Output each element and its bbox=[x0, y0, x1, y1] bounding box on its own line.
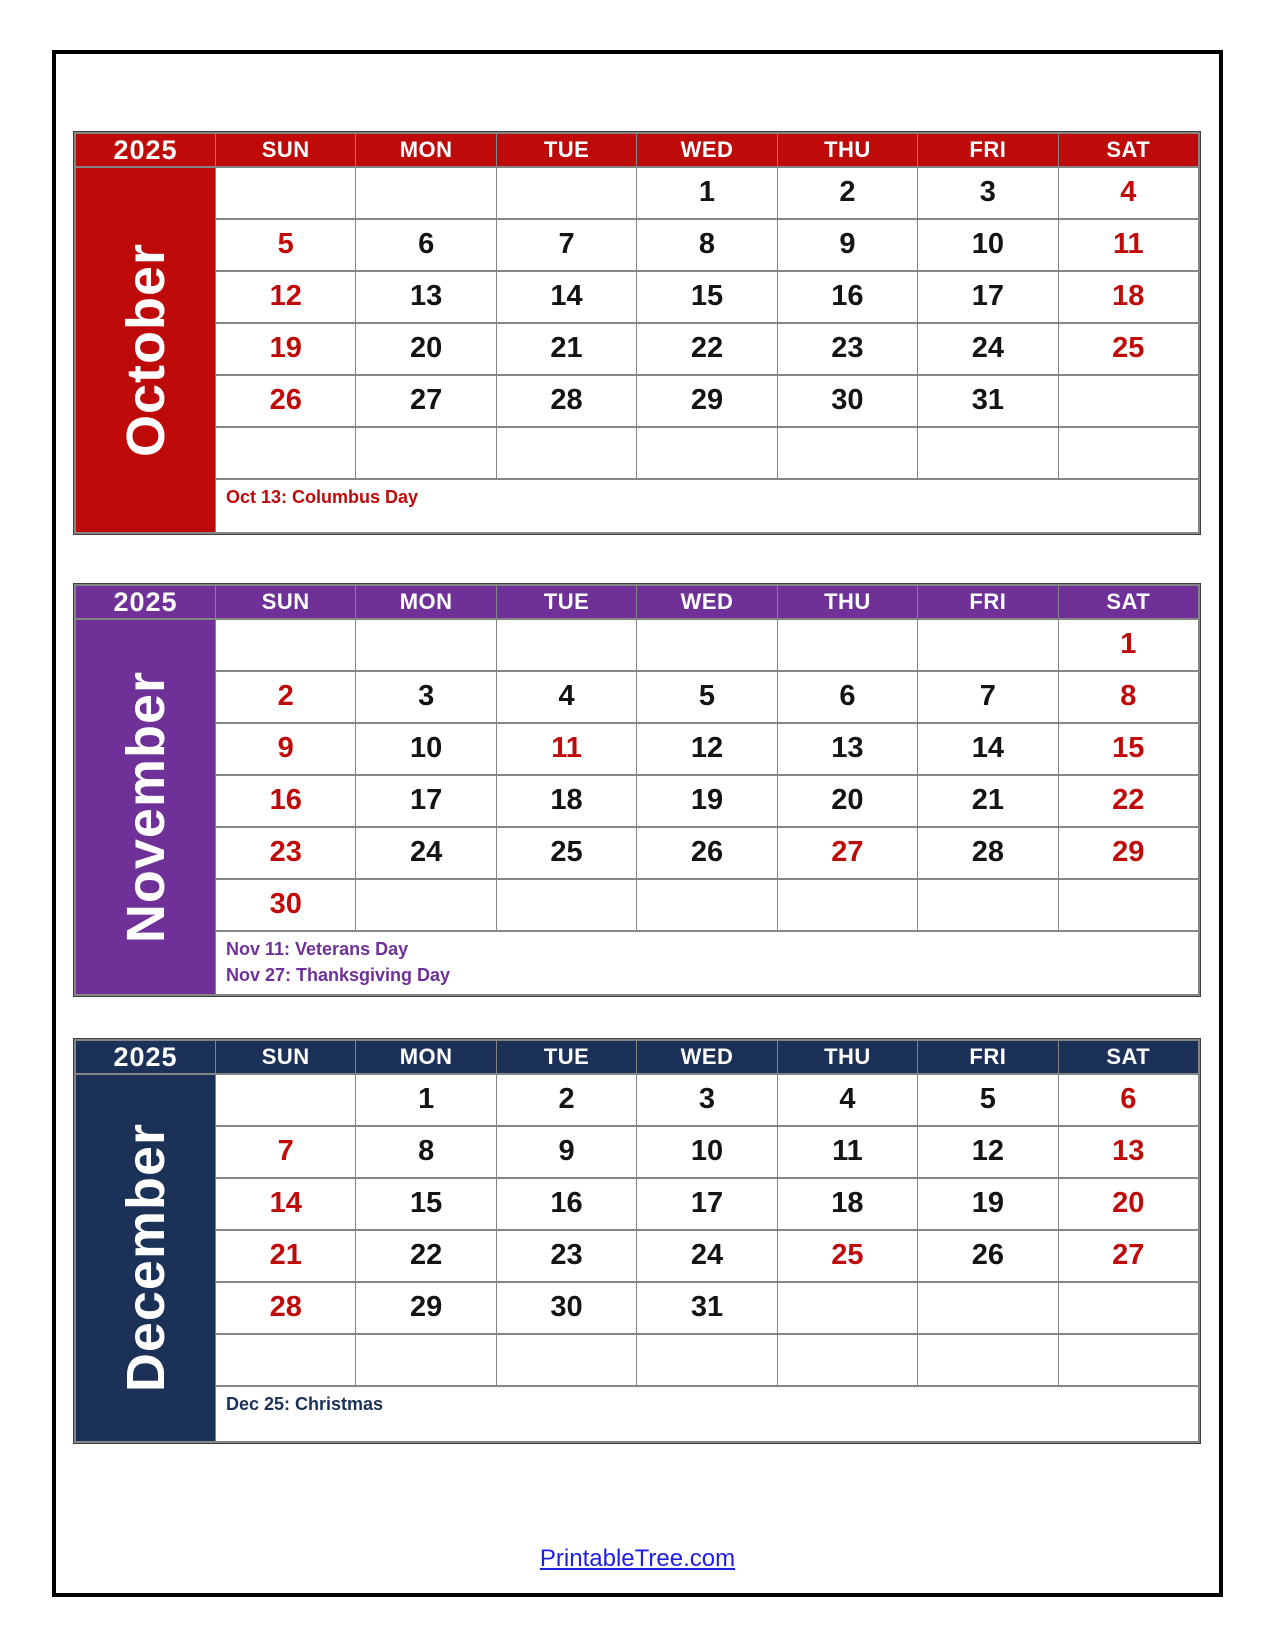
date-cell: 6 bbox=[356, 220, 495, 270]
weekday-header: FRI bbox=[918, 586, 1057, 618]
date-cell: 24 bbox=[637, 1231, 776, 1281]
weekday-header: WED bbox=[637, 586, 776, 618]
date-cell: 10 bbox=[356, 724, 495, 774]
date-cell bbox=[356, 1335, 495, 1385]
date-cell bbox=[216, 620, 355, 670]
holiday-notes bbox=[216, 932, 1198, 994]
weekday-header: TUE bbox=[497, 1041, 636, 1073]
month-december bbox=[73, 1038, 1201, 1444]
year-label: 2025 bbox=[76, 1041, 215, 1073]
date-cell: 31 bbox=[918, 376, 1057, 426]
date-cell bbox=[497, 428, 636, 478]
weekday-header: TUE bbox=[497, 586, 636, 618]
month-name-label: October bbox=[115, 242, 176, 458]
date-cell: 3 bbox=[918, 168, 1057, 218]
date-cell: 2 bbox=[778, 168, 917, 218]
date-cell: 8 bbox=[356, 1127, 495, 1177]
date-cell bbox=[1059, 376, 1198, 426]
date-cell: 8 bbox=[1059, 672, 1198, 722]
weekday-header: MON bbox=[356, 586, 495, 618]
date-cell bbox=[778, 1283, 917, 1333]
date-cell: 9 bbox=[497, 1127, 636, 1177]
month-october bbox=[73, 131, 1201, 535]
date-cell: 14 bbox=[918, 724, 1057, 774]
date-cell: 26 bbox=[637, 828, 776, 878]
date-cell: 27 bbox=[1059, 1231, 1198, 1281]
date-cell bbox=[637, 880, 776, 930]
holiday-note: Nov 27: Thanksgiving Day bbox=[226, 965, 451, 985]
date-cell bbox=[216, 1335, 355, 1385]
date-cell bbox=[1059, 880, 1198, 930]
date-cell bbox=[637, 428, 776, 478]
date-cell: 31 bbox=[637, 1283, 776, 1333]
weekday-header: SAT bbox=[1059, 134, 1198, 166]
weekday-header: THU bbox=[778, 1041, 917, 1073]
weekday-header: THU bbox=[778, 134, 917, 166]
holiday-note: Oct 13: Columbus Day bbox=[226, 487, 419, 507]
date-cell: 22 bbox=[1059, 776, 1198, 826]
date-cell: 12 bbox=[918, 1127, 1057, 1177]
date-cell: 21 bbox=[918, 776, 1057, 826]
date-cell: 23 bbox=[778, 324, 917, 374]
date-cell bbox=[918, 1283, 1057, 1333]
holiday-notes bbox=[216, 480, 1198, 532]
date-cell bbox=[216, 428, 355, 478]
date-cell: 14 bbox=[497, 272, 636, 322]
date-cell: 10 bbox=[918, 220, 1057, 270]
date-cell: 16 bbox=[497, 1179, 636, 1229]
date-cell bbox=[497, 168, 636, 218]
weekday-header: SUN bbox=[216, 586, 355, 618]
date-cell: 27 bbox=[778, 828, 917, 878]
date-cell: 26 bbox=[216, 376, 355, 426]
date-cell bbox=[356, 880, 495, 930]
date-cell: 1 bbox=[1059, 620, 1198, 670]
date-cell: 20 bbox=[778, 776, 917, 826]
date-cell: 26 bbox=[918, 1231, 1057, 1281]
date-cell: 5 bbox=[216, 220, 355, 270]
weekday-header: SAT bbox=[1059, 1041, 1198, 1073]
date-cell: 7 bbox=[497, 220, 636, 270]
printabletree-link[interactable]: PrintableTree.com bbox=[539, 1545, 736, 1572]
date-cell: 9 bbox=[216, 724, 355, 774]
date-cell: 22 bbox=[356, 1231, 495, 1281]
date-cell bbox=[356, 428, 495, 478]
date-cell: 7 bbox=[216, 1127, 355, 1177]
date-cell: 8 bbox=[637, 220, 776, 270]
date-cell: 22 bbox=[637, 324, 776, 374]
holiday-note: Dec 25: Christmas bbox=[226, 1394, 384, 1414]
month-november bbox=[73, 583, 1201, 997]
date-cell bbox=[356, 620, 495, 670]
date-cell bbox=[778, 428, 917, 478]
date-cell: 6 bbox=[1059, 1075, 1198, 1125]
date-cell: 2 bbox=[216, 672, 355, 722]
date-cell bbox=[216, 1075, 355, 1125]
date-cell bbox=[637, 1335, 776, 1385]
date-cell: 1 bbox=[637, 168, 776, 218]
month-sidebar bbox=[76, 620, 215, 994]
date-cell: 19 bbox=[637, 776, 776, 826]
date-cell bbox=[1059, 428, 1198, 478]
date-cell: 4 bbox=[778, 1075, 917, 1125]
date-cell: 15 bbox=[1059, 724, 1198, 774]
date-cell: 7 bbox=[918, 672, 1057, 722]
date-cell bbox=[497, 620, 636, 670]
weekday-header: SUN bbox=[216, 1041, 355, 1073]
weekday-header: SAT bbox=[1059, 586, 1198, 618]
weekday-header: THU bbox=[778, 586, 917, 618]
date-cell: 29 bbox=[1059, 828, 1198, 878]
date-cell: 28 bbox=[918, 828, 1057, 878]
date-cell bbox=[778, 620, 917, 670]
holiday-notes bbox=[216, 1387, 1198, 1441]
date-cell bbox=[216, 168, 355, 218]
date-cell bbox=[778, 1335, 917, 1385]
weekday-header: MON bbox=[356, 134, 495, 166]
date-cell bbox=[1059, 1335, 1198, 1385]
date-cell: 29 bbox=[637, 376, 776, 426]
date-cell: 30 bbox=[497, 1283, 636, 1333]
date-cell: 4 bbox=[497, 672, 636, 722]
date-cell: 25 bbox=[497, 828, 636, 878]
date-cell: 21 bbox=[497, 324, 636, 374]
weekday-header: SUN bbox=[216, 134, 355, 166]
date-cell: 15 bbox=[637, 272, 776, 322]
date-cell: 13 bbox=[356, 272, 495, 322]
date-cell: 20 bbox=[356, 324, 495, 374]
date-cell: 14 bbox=[216, 1179, 355, 1229]
date-cell: 28 bbox=[497, 376, 636, 426]
date-cell bbox=[1059, 1283, 1198, 1333]
weekday-header: TUE bbox=[497, 134, 636, 166]
month-sidebar bbox=[76, 168, 215, 532]
month-sidebar bbox=[76, 1075, 215, 1441]
date-cell: 5 bbox=[918, 1075, 1057, 1125]
date-cell: 19 bbox=[918, 1179, 1057, 1229]
weekday-header: WED bbox=[637, 1041, 776, 1073]
date-cell: 11 bbox=[778, 1127, 917, 1177]
date-cell: 2 bbox=[497, 1075, 636, 1125]
date-cell bbox=[497, 1335, 636, 1385]
date-cell: 16 bbox=[216, 776, 355, 826]
date-cell bbox=[637, 620, 776, 670]
date-cell: 17 bbox=[918, 272, 1057, 322]
date-cell: 13 bbox=[1059, 1127, 1198, 1177]
footer bbox=[0, 1545, 1275, 1573]
date-cell: 3 bbox=[356, 672, 495, 722]
date-cell: 5 bbox=[637, 672, 776, 722]
date-cell: 18 bbox=[497, 776, 636, 826]
date-cell: 15 bbox=[356, 1179, 495, 1229]
weekday-header: FRI bbox=[918, 1041, 1057, 1073]
date-cell bbox=[918, 1335, 1057, 1385]
date-cell: 10 bbox=[637, 1127, 776, 1177]
date-cell: 29 bbox=[356, 1283, 495, 1333]
month-name-label: November bbox=[115, 670, 176, 944]
date-cell bbox=[778, 880, 917, 930]
date-cell bbox=[918, 880, 1057, 930]
date-cell: 3 bbox=[637, 1075, 776, 1125]
date-cell: 11 bbox=[1059, 220, 1198, 270]
date-cell: 20 bbox=[1059, 1179, 1198, 1229]
holiday-note: Nov 11: Veterans Day bbox=[226, 939, 409, 959]
date-cell: 23 bbox=[497, 1231, 636, 1281]
date-cell: 19 bbox=[216, 324, 355, 374]
date-cell: 23 bbox=[216, 828, 355, 878]
date-cell bbox=[918, 428, 1057, 478]
date-cell: 12 bbox=[216, 272, 355, 322]
month-name-label: December bbox=[115, 1123, 176, 1393]
date-cell: 30 bbox=[778, 376, 917, 426]
date-cell: 12 bbox=[637, 724, 776, 774]
date-cell: 1 bbox=[356, 1075, 495, 1125]
date-cell bbox=[497, 880, 636, 930]
date-cell bbox=[918, 620, 1057, 670]
date-cell: 30 bbox=[216, 880, 355, 930]
date-cell: 17 bbox=[637, 1179, 776, 1229]
date-cell: 16 bbox=[778, 272, 917, 322]
date-cell: 6 bbox=[778, 672, 917, 722]
date-cell bbox=[356, 168, 495, 218]
date-cell: 28 bbox=[216, 1283, 355, 1333]
date-cell: 25 bbox=[1059, 324, 1198, 374]
date-cell: 11 bbox=[497, 724, 636, 774]
date-cell: 4 bbox=[1059, 168, 1198, 218]
date-cell: 17 bbox=[356, 776, 495, 826]
weekday-header: MON bbox=[356, 1041, 495, 1073]
date-cell: 24 bbox=[918, 324, 1057, 374]
date-cell: 25 bbox=[778, 1231, 917, 1281]
date-cell: 21 bbox=[216, 1231, 355, 1281]
date-cell: 13 bbox=[778, 724, 917, 774]
weekday-header: WED bbox=[637, 134, 776, 166]
year-label: 2025 bbox=[76, 586, 215, 618]
date-cell: 9 bbox=[778, 220, 917, 270]
year-label: 2025 bbox=[76, 134, 215, 166]
date-cell: 27 bbox=[356, 376, 495, 426]
date-cell: 18 bbox=[778, 1179, 917, 1229]
date-cell: 18 bbox=[1059, 272, 1198, 322]
weekday-header: FRI bbox=[918, 134, 1057, 166]
date-cell: 24 bbox=[356, 828, 495, 878]
